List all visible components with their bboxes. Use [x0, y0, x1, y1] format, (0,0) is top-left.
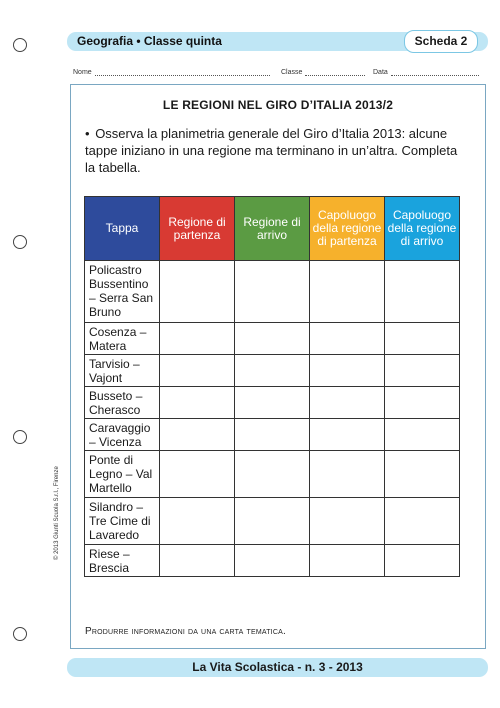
- answer-cell[interactable]: [385, 355, 460, 387]
- answer-cell[interactable]: [310, 498, 385, 545]
- column-header-tappa: Tappa: [85, 197, 160, 261]
- class-label: Classe: [281, 69, 303, 76]
- answer-cell[interactable]: [160, 545, 235, 577]
- table-row: [85, 261, 460, 323]
- stage-name-cell: Busseto – Cherasco: [85, 387, 160, 419]
- answer-cell[interactable]: [310, 323, 385, 355]
- stage-name-cell: Ponte di Legno – Val Martello: [85, 451, 160, 498]
- answer-cell[interactable]: [385, 387, 460, 419]
- stage-name-cell: Cosenza – Matera: [85, 323, 160, 355]
- stage-name-cell: Silandro – Tre Cime di Lavaredo: [85, 498, 160, 545]
- header-subject: Geografia • Classe quinta: [77, 34, 222, 48]
- answer-cell[interactable]: [160, 387, 235, 419]
- class-field[interactable]: [281, 68, 365, 76]
- copyright-notice: © 2013 Giunti Scuola S.r.l., Firenze: [54, 466, 60, 560]
- binder-hole: [13, 38, 27, 52]
- footnote: Produrre informazioni da una carta tematica.: [85, 626, 286, 637]
- answer-cell[interactable]: [235, 387, 310, 419]
- answer-cell[interactable]: [160, 451, 235, 498]
- answer-cell[interactable]: [160, 323, 235, 355]
- answer-cell[interactable]: [310, 355, 385, 387]
- column-header-capoluogo-partenza: Capoluogo della regione di partenza: [310, 197, 385, 261]
- column-header-capoluogo-arrivo: Capoluogo della regione di arrivo: [385, 197, 460, 261]
- answer-cell[interactable]: [160, 419, 235, 451]
- sheet-badge: Scheda 2: [404, 30, 478, 53]
- binder-hole: [13, 235, 27, 249]
- table-header-row: [85, 197, 460, 261]
- stage-name-cell: Tarvisio – Vajont: [85, 355, 160, 387]
- answer-cell[interactable]: [310, 419, 385, 451]
- bullet-icon: •: [85, 126, 90, 141]
- date-label: Data: [373, 69, 388, 76]
- instruction-text: [85, 125, 465, 176]
- answer-cell[interactable]: [235, 355, 310, 387]
- answer-cell[interactable]: [310, 261, 385, 323]
- answer-cell[interactable]: [385, 323, 460, 355]
- table-row: [85, 498, 460, 545]
- answer-cell[interactable]: [235, 545, 310, 577]
- table-row: [85, 387, 460, 419]
- answer-cell[interactable]: [385, 451, 460, 498]
- stage-name-cell: Caravaggio – Vicenza: [85, 419, 160, 451]
- table-row: [85, 545, 460, 577]
- instruction-body: Osserva la planimetria generale del Giro d’Italia 2013: alcune tappe iniziano in una regione ma terminano in un’altra. Completa la tabella.: [85, 126, 458, 175]
- table-row: [85, 451, 460, 498]
- binder-hole: [13, 430, 27, 444]
- column-header-regione-partenza: Regione di partenza: [160, 197, 235, 261]
- answer-cell[interactable]: [310, 545, 385, 577]
- answer-cell[interactable]: [235, 323, 310, 355]
- answer-cell[interactable]: [310, 451, 385, 498]
- answer-cell[interactable]: [235, 451, 310, 498]
- binder-hole: [13, 627, 27, 641]
- column-header-regione-arrivo: Regione di arrivo: [235, 197, 310, 261]
- answer-cell[interactable]: [235, 498, 310, 545]
- table-row: [85, 355, 460, 387]
- footer-bar: La Vita Scolastica - n. 3 - 2013: [67, 658, 488, 677]
- date-field[interactable]: [373, 68, 479, 76]
- table-row: [85, 323, 460, 355]
- answer-cell[interactable]: [160, 261, 235, 323]
- stage-name-cell: Riese – Brescia: [85, 545, 160, 577]
- page-title: LE REGIONI NEL GIRO D’ITALIA 2013/2: [162, 98, 394, 112]
- class-line: [305, 68, 365, 76]
- answer-cell[interactable]: [385, 419, 460, 451]
- answer-cell[interactable]: [385, 498, 460, 545]
- name-field[interactable]: [73, 68, 270, 76]
- answer-cell[interactable]: [235, 419, 310, 451]
- student-fields: [73, 68, 483, 80]
- name-label: Nome: [73, 69, 92, 76]
- answer-cell[interactable]: [310, 387, 385, 419]
- answer-cell[interactable]: [235, 261, 310, 323]
- answer-cell[interactable]: [160, 498, 235, 545]
- table-row: [85, 419, 460, 451]
- stage-name-cell: Policastro Bussentino – Serra San Bruno: [85, 261, 160, 323]
- stages-table: [84, 196, 460, 577]
- name-line: [95, 68, 270, 76]
- answer-cell[interactable]: [160, 355, 235, 387]
- answer-cell[interactable]: [385, 545, 460, 577]
- date-line: [391, 68, 479, 76]
- answer-cell[interactable]: [385, 261, 460, 323]
